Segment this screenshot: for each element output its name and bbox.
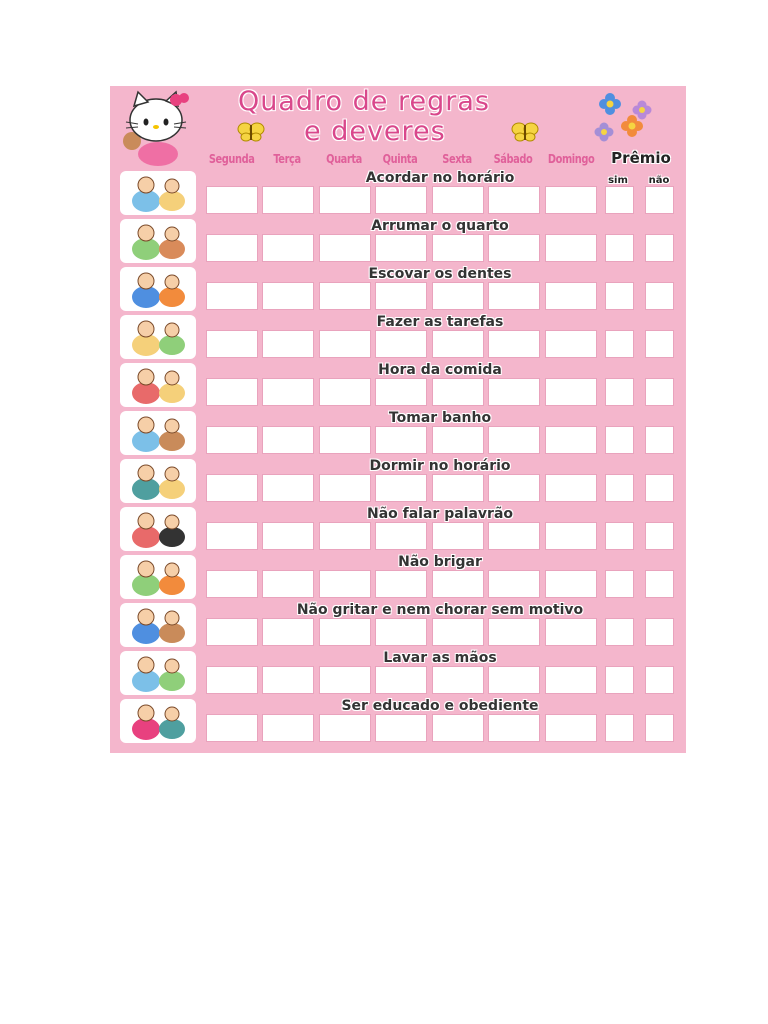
day-checkbox[interactable] (545, 330, 597, 358)
day-checkbox[interactable] (375, 714, 427, 742)
day-checkbox[interactable] (262, 618, 314, 646)
prize-no-checkbox[interactable] (645, 378, 674, 406)
rule-illustration-icon (120, 363, 196, 407)
day-checkbox[interactable] (488, 234, 540, 262)
day-checkbox[interactable] (262, 570, 314, 598)
day-checkbox[interactable] (206, 666, 258, 694)
prize-no-checkbox[interactable] (645, 282, 674, 310)
prize-no-checkbox[interactable] (645, 714, 674, 742)
day-checkbox[interactable] (375, 522, 427, 550)
day-checkbox[interactable] (488, 522, 540, 550)
day-checkbox[interactable] (206, 618, 258, 646)
day-checkbox[interactable] (206, 570, 258, 598)
prize-no-checkbox[interactable] (645, 618, 674, 646)
rule-label: Acordar no horário (365, 170, 515, 186)
day-checkbox[interactable] (432, 666, 484, 694)
day-checkbox[interactable] (545, 378, 597, 406)
day-checkbox[interactable] (488, 714, 540, 742)
day-checkbox[interactable] (432, 186, 484, 214)
day-checkbox[interactable] (432, 378, 484, 406)
prize-yes-header: sim (608, 175, 628, 186)
prize-no-checkbox[interactable] (645, 570, 674, 598)
prize-yes-checkbox[interactable] (605, 618, 634, 646)
day-checkbox[interactable] (319, 474, 371, 502)
rule-illustration-icon (120, 171, 196, 215)
day-checkbox[interactable] (545, 666, 597, 694)
day-checkbox[interactable] (432, 330, 484, 358)
day-checkbox[interactable] (262, 666, 314, 694)
rule-illustration-icon (120, 219, 196, 263)
day-checkbox[interactable] (262, 330, 314, 358)
day-checkbox[interactable] (319, 618, 371, 646)
day-checkbox[interactable] (488, 666, 540, 694)
day-checkbox[interactable] (319, 330, 371, 358)
day-checkbox[interactable] (432, 474, 484, 502)
day-checkbox[interactable] (206, 330, 258, 358)
prize-no-checkbox[interactable] (645, 522, 674, 550)
kitty-mascot-icon (116, 86, 198, 166)
rule-illustration-icon (120, 507, 196, 551)
prize-yes-checkbox[interactable] (605, 570, 634, 598)
rule-illustration-icon (120, 699, 196, 743)
day-checkbox[interactable] (206, 714, 258, 742)
prize-yes-checkbox[interactable] (605, 234, 634, 262)
rule-illustration-icon (120, 603, 196, 647)
day-checkbox[interactable] (432, 426, 484, 454)
day-checkbox[interactable] (375, 570, 427, 598)
rules-chart (110, 86, 686, 753)
day-checkbox[interactable] (545, 570, 597, 598)
rule-illustration-icon (120, 315, 196, 359)
day-header-quinta: Quinta (382, 152, 418, 166)
day-checkbox[interactable] (375, 186, 427, 214)
day-checkbox[interactable] (432, 714, 484, 742)
rule-label: Dormir no horário (369, 458, 511, 474)
day-checkbox[interactable] (375, 426, 427, 454)
day-checkbox[interactable] (319, 234, 371, 262)
rule-illustration-icon (120, 459, 196, 503)
day-checkbox[interactable] (488, 426, 540, 454)
day-checkbox[interactable] (319, 426, 371, 454)
day-checkbox[interactable] (375, 378, 427, 406)
prize-no-checkbox[interactable] (645, 474, 674, 502)
day-checkbox[interactable] (432, 570, 484, 598)
day-checkbox[interactable] (488, 474, 540, 502)
prize-yes-checkbox[interactable] (605, 426, 634, 454)
day-checkbox[interactable] (319, 282, 371, 310)
day-checkbox[interactable] (319, 378, 371, 406)
prize-header: Prêmio (611, 149, 671, 167)
butterfly-icon (236, 120, 266, 144)
day-checkbox[interactable] (545, 714, 597, 742)
day-checkbox[interactable] (432, 234, 484, 262)
day-header-terca: Terça (273, 152, 301, 166)
day-checkbox[interactable] (319, 522, 371, 550)
day-checkbox[interactable] (375, 330, 427, 358)
day-checkbox[interactable] (262, 474, 314, 502)
rule-label: Hora da comida (378, 362, 502, 378)
day-checkbox[interactable] (206, 282, 258, 310)
rule-illustration-icon (120, 555, 196, 599)
day-checkbox[interactable] (206, 426, 258, 454)
prize-no-checkbox[interactable] (645, 330, 674, 358)
flowers-icon (594, 90, 660, 148)
prize-yes-checkbox[interactable] (605, 714, 634, 742)
day-checkbox[interactable] (375, 282, 427, 310)
day-checkbox[interactable] (319, 570, 371, 598)
butterfly-icon (510, 120, 540, 144)
prize-yes-checkbox[interactable] (605, 378, 634, 406)
day-header-sexta: Sexta (442, 152, 472, 166)
day-checkbox[interactable] (375, 234, 427, 262)
prize-no-checkbox[interactable] (645, 234, 674, 262)
day-checkbox[interactable] (545, 426, 597, 454)
prize-yes-checkbox[interactable] (605, 522, 634, 550)
prize-no-header: não (648, 175, 670, 186)
day-checkbox[interactable] (545, 474, 597, 502)
day-checkbox[interactable] (206, 186, 258, 214)
day-checkbox[interactable] (206, 234, 258, 262)
prize-yes-checkbox[interactable] (605, 666, 634, 694)
day-checkbox[interactable] (375, 618, 427, 646)
day-checkbox[interactable] (262, 426, 314, 454)
prize-yes-checkbox[interactable] (605, 282, 634, 310)
rule-label: Lavar as mãos (383, 650, 497, 666)
day-checkbox[interactable] (319, 666, 371, 694)
rule-illustration-icon (120, 411, 196, 455)
day-checkbox[interactable] (545, 618, 597, 646)
day-checkbox[interactable] (545, 186, 597, 214)
day-checkbox[interactable] (262, 378, 314, 406)
day-checkbox[interactable] (488, 378, 540, 406)
day-checkbox[interactable] (488, 186, 540, 214)
rule-illustration-icon (120, 267, 196, 311)
day-checkbox[interactable] (375, 474, 427, 502)
rule-illustration-icon (120, 651, 196, 695)
day-checkbox[interactable] (488, 570, 540, 598)
day-header-sabado: Sábado (493, 152, 533, 166)
prize-no-checkbox[interactable] (645, 186, 674, 214)
rule-label: Ser educado e obediente (341, 698, 539, 714)
rule-label: Arrumar o quarto (371, 218, 509, 234)
day-checkbox[interactable] (432, 618, 484, 646)
day-checkbox[interactable] (262, 234, 314, 262)
title-line-2: e deveres (304, 116, 446, 147)
prize-no-checkbox[interactable] (645, 666, 674, 694)
rule-label: Fazer as tarefas (376, 314, 504, 330)
day-header-quarta: Quarta (326, 152, 362, 166)
prize-yes-checkbox[interactable] (605, 186, 634, 214)
rule-label: Tomar banho (388, 410, 492, 426)
day-checkbox[interactable] (206, 522, 258, 550)
day-checkbox[interactable] (262, 282, 314, 310)
day-checkbox[interactable] (545, 522, 597, 550)
day-checkbox[interactable] (319, 714, 371, 742)
title-line-1: Quadro de regras (238, 86, 490, 117)
day-checkbox[interactable] (262, 714, 314, 742)
day-checkbox[interactable] (206, 474, 258, 502)
rule-label: Não brigar (398, 554, 482, 570)
day-checkbox[interactable] (319, 186, 371, 214)
day-checkbox[interactable] (432, 282, 484, 310)
day-checkbox[interactable] (432, 522, 484, 550)
rule-label: Não gritar e nem chorar sem motivo (296, 602, 584, 618)
day-checkbox[interactable] (488, 618, 540, 646)
rule-label: Não falar palavrão (366, 506, 514, 522)
day-header-domingo: Domingo (547, 152, 595, 166)
prize-yes-checkbox[interactable] (605, 330, 634, 358)
day-checkbox[interactable] (488, 282, 540, 310)
prize-no-checkbox[interactable] (645, 426, 674, 454)
day-checkbox[interactable] (206, 378, 258, 406)
day-checkbox[interactable] (375, 666, 427, 694)
day-checkbox[interactable] (262, 522, 314, 550)
prize-yes-checkbox[interactable] (605, 474, 634, 502)
rule-label: Escovar os dentes (368, 266, 512, 282)
day-checkbox[interactable] (545, 234, 597, 262)
day-checkbox[interactable] (488, 330, 540, 358)
day-header-segunda: Segunda (208, 152, 255, 166)
day-checkbox[interactable] (262, 186, 314, 214)
day-checkbox[interactable] (545, 282, 597, 310)
